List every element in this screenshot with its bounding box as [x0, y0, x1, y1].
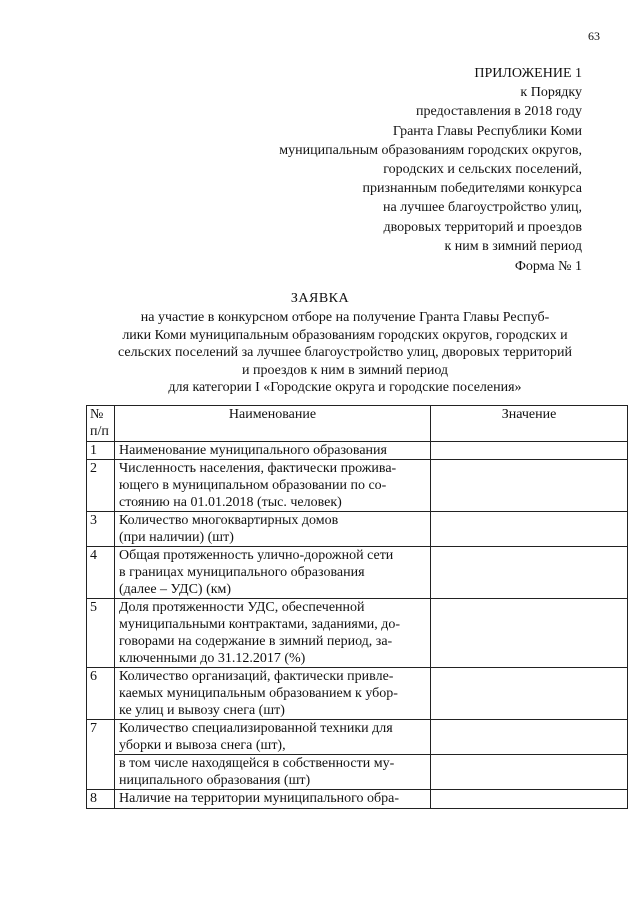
row-name [115, 547, 431, 599]
subtitle-line: и проездов к ним в зимний период [241, 362, 449, 378]
row-name-line: Численность населения, фактически прожива- [119, 461, 397, 476]
row-name-line: в границах муниципального образования [119, 565, 365, 580]
row-name [115, 460, 431, 512]
row-value-field[interactable] [431, 460, 628, 512]
row-name [115, 599, 431, 668]
table-row [87, 599, 628, 668]
appendix-line: к ним в зимний период [444, 238, 582, 254]
table-row [87, 442, 628, 460]
row-value-field[interactable] [431, 442, 628, 460]
table-row [87, 668, 628, 720]
row-value-field[interactable] [431, 720, 628, 755]
form-number: Форма № 1 [514, 259, 582, 274]
row-name-line: (при наличии) (шт) [119, 530, 234, 545]
table-row [87, 512, 628, 547]
page-number: 63 [588, 29, 600, 43]
header-number-symbol: № [90, 407, 104, 422]
row-name-line: ключенными до 31.12.2017 (%) [119, 651, 306, 666]
row-number: 2 [87, 460, 115, 512]
appendix-title: ПРИЛОЖЕНИЕ 1 [474, 66, 582, 81]
row-number: 6 [87, 668, 115, 720]
row-value-field[interactable] [431, 599, 628, 668]
row-name [115, 755, 431, 790]
row-name-line: Общая протяженность улично-дорожной сети [119, 548, 394, 563]
table-row [87, 755, 628, 790]
table-row [87, 790, 628, 809]
row-name-line: каемых муниципальным образованием к убор- [119, 686, 398, 701]
header-number-cell [87, 406, 115, 442]
application-table [86, 405, 628, 809]
table-header-row [87, 406, 628, 442]
document-subtitle [95, 309, 595, 397]
row-name-line: (далее – УДС) (км) [119, 582, 232, 597]
row-value-field[interactable] [431, 790, 628, 809]
appendix-line: городских и сельских поселений, [383, 162, 582, 178]
row-name-line: Количество специализированной техники для [119, 721, 393, 736]
row-name-line: Наименование муниципального образования [119, 443, 387, 458]
row-name [115, 442, 431, 460]
header-name-cell: Наименование [115, 406, 431, 442]
table-row [87, 720, 628, 755]
header-value-cell: Значение [431, 406, 628, 442]
appendix-line: муниципальным образованиям городских округов, [279, 142, 582, 158]
row-name-line: говорами на содержание в зимний период, за- [119, 634, 393, 649]
row-number: 8 [87, 790, 115, 809]
appendix-line: предоставления в 2018 году [416, 104, 582, 120]
row-name-line: ющего в муниципальном образовании по со- [119, 478, 387, 493]
appendix-line: на лучшее благоустройство улиц, [383, 200, 582, 216]
row-number: 3 [87, 512, 115, 547]
document-heading: ЗАЯВКА [290, 291, 350, 306]
row-value-field[interactable] [431, 512, 628, 547]
row-number: 7 [87, 720, 115, 790]
subtitle-line: сельских поселений за лучшее благоустройство улиц, дворовых территорий [117, 345, 572, 360]
subtitle-line: для категории I «Городские округа и городские поселения» [168, 380, 522, 395]
row-name [115, 720, 431, 755]
row-name-line: ке улиц и вывозу снега (шт) [119, 703, 285, 718]
row-name [115, 790, 431, 809]
subtitle-line: на участие в конкурсном отборе на получение Гранта Главы Респуб- [140, 310, 550, 325]
appendix-line: Гранта Главы Республики Коми [392, 123, 582, 139]
table-row [87, 460, 628, 512]
row-name-line: ниципального образования (шт) [119, 773, 311, 788]
row-number: 5 [87, 599, 115, 668]
row-name-line: в том числе находящейся в собственности му- [119, 756, 395, 771]
row-name-line: уборки и вывоза снега (шт), [119, 738, 286, 753]
row-number: 1 [87, 442, 115, 460]
row-value-field[interactable] [431, 547, 628, 599]
row-name-line: Количество многоквартирных домов [119, 513, 339, 528]
row-name [115, 512, 431, 547]
row-name-line: муниципальными контрактами, заданиями, до- [119, 617, 400, 632]
header-number-abbr: п/п [90, 424, 109, 439]
appendix-line: к Порядку [520, 85, 582, 101]
row-name-line: стоянию на 01.01.2018 (тыс. человек) [119, 495, 342, 510]
row-name [115, 668, 431, 720]
row-value-field[interactable] [431, 755, 628, 790]
row-name-line: Наличие на территории муниципального обра- [119, 791, 400, 806]
row-number: 4 [87, 547, 115, 599]
appendix-line: дворовых территорий и проездов [383, 219, 582, 235]
row-name-line: Доля протяженности УДС, обеспеченной [119, 600, 365, 615]
subtitle-line: лики Коми муниципальным образованиям городских округов, городских и [122, 327, 568, 343]
appendix-line: признанным победителями конкурса [362, 181, 582, 197]
appendix-block [222, 64, 582, 256]
table-row [87, 547, 628, 599]
row-value-field[interactable] [431, 668, 628, 720]
row-name-line: Количество организаций, фактически привле- [119, 669, 394, 684]
